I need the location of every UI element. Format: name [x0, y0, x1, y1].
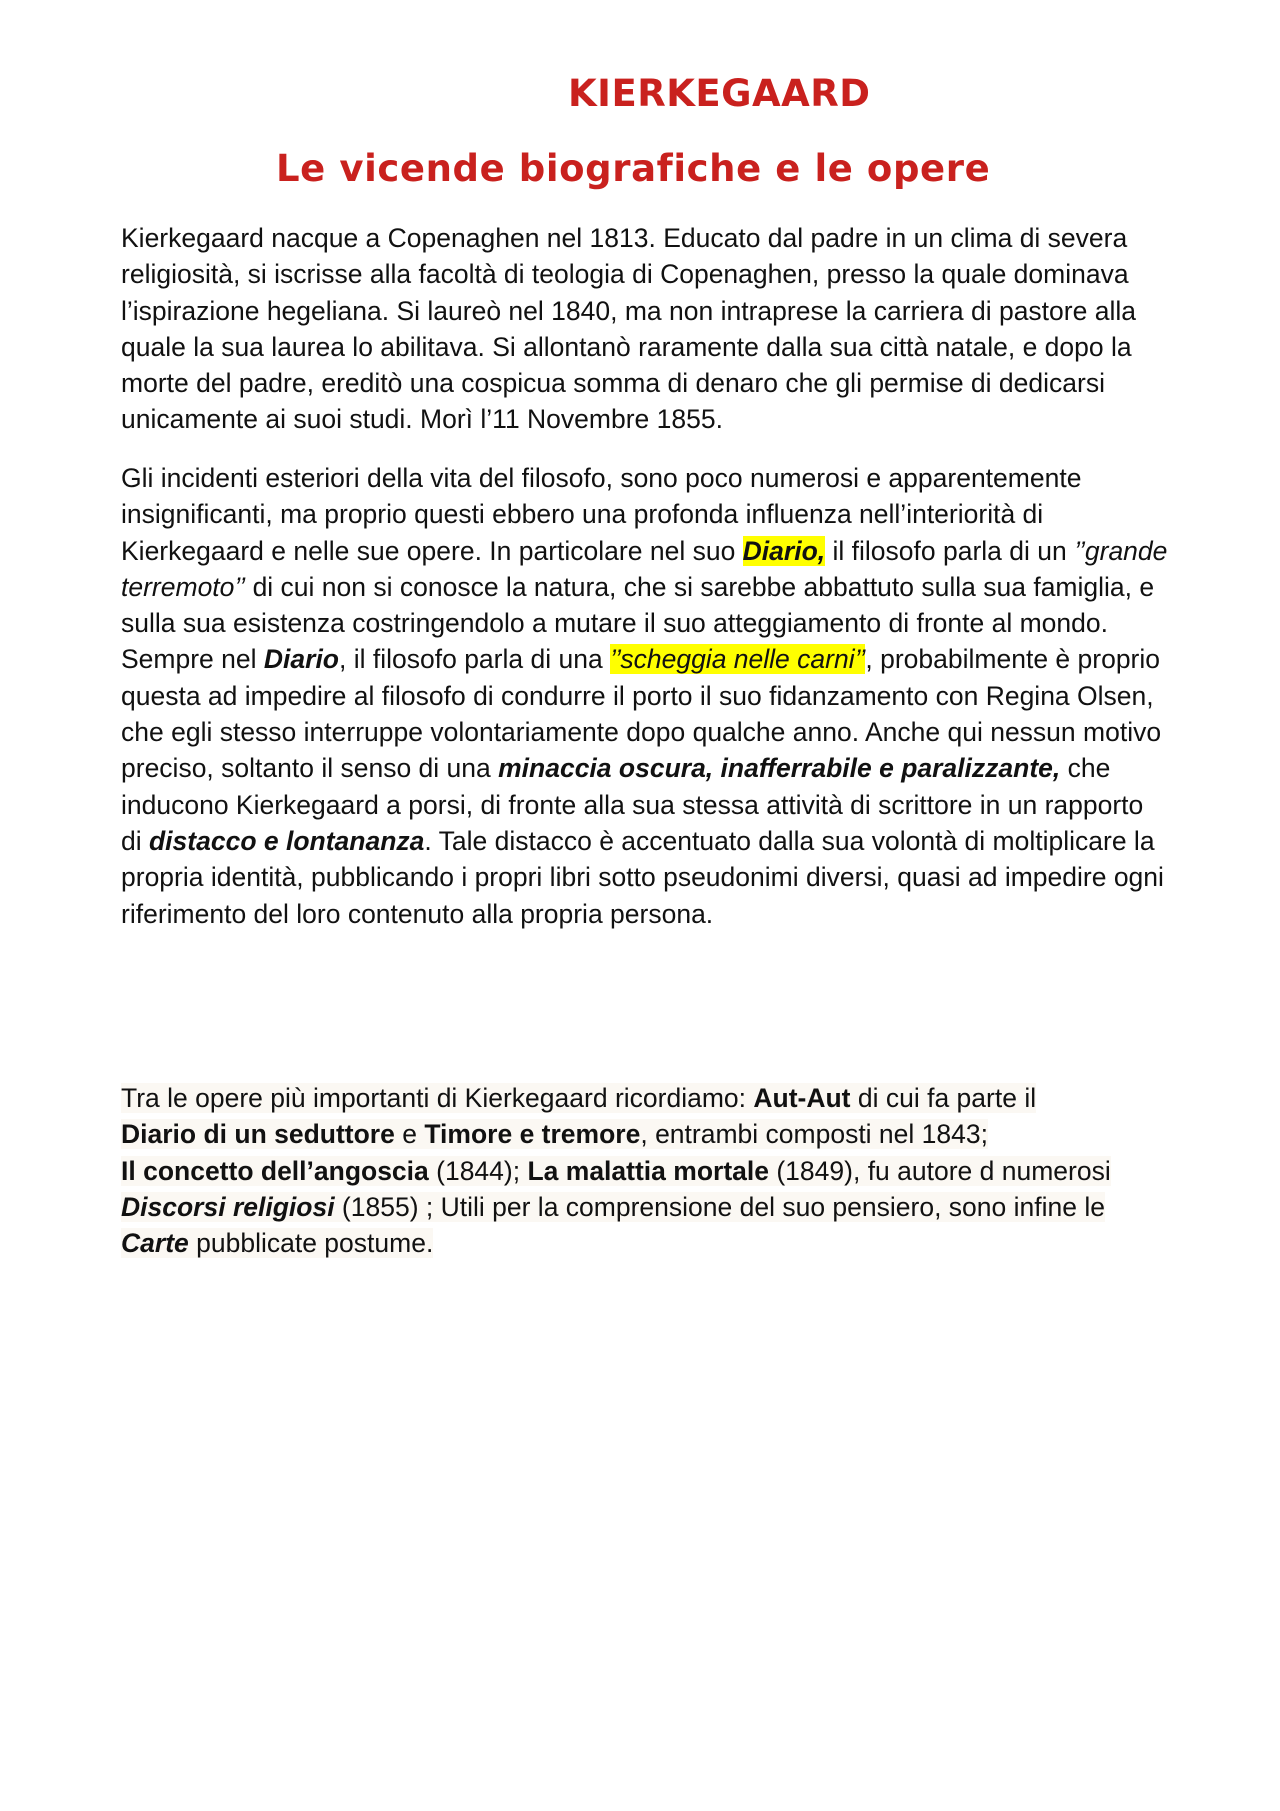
text-run: che inducono Kierkegaard a porsi, di fronte alla sua stessa attività di scrittore in un rapporto di — [121, 753, 1144, 856]
text-run: Gli incidenti esteriori della vita del filosofo, sono poco numerosi e apparentemente insignificanti, ma proprio questi ebbero una profonda influenza nell’interiorità di Kierkegaard e nelle sue opere. In particolare nel suo — [121, 463, 1082, 566]
paragraph-works — [121, 1080, 1171, 1261]
text-run: , il filosofo parla di una — [339, 644, 611, 675]
page-title: KIERKEGAARD — [568, 72, 871, 115]
text-run: . Tale distacco è accentuato dalla sua volontà di moltiplicare la propria identità, pubblicando i propri libri sotto pseudonimi diversi, quasi ad impedire ogni riferimento del loro contenuto alla propria persona. — [121, 825, 1164, 929]
text-run: e — [394, 1119, 425, 1150]
highlight-scheggia: ’’scheggia nelle carni’’ — [610, 644, 866, 675]
text-run: (1855) ; Utili per la comprensione del suo pensiero, sono infine le — [334, 1191, 1105, 1222]
work-aut-aut: Aut-Aut — [753, 1083, 851, 1113]
page-subtitle: Le vicende biografiche e le opere — [276, 147, 991, 190]
bold-diario: Diario — [263, 644, 339, 675]
text-run: pubblicate postume. — [188, 1228, 434, 1259]
highlight-diario: Diario, — [742, 535, 826, 566]
paragraph-incidents — [121, 460, 1171, 932]
bold-minaccia: minaccia oscura, inafferrabile e paralizzante, — [498, 753, 1061, 784]
text-run: , probabilmente è proprio questa ad impedire al filosofo di condurre il porto il suo fidanzamento con Regina Olsen, che egli stesso interruppe volontariamente dopo qualche anno. Anche qui nessun motivo preciso, soltanto il senso di una — [121, 644, 1162, 784]
text-run: (1844); — [428, 1155, 528, 1186]
text-run: il filosofo parla di un — [825, 535, 1075, 566]
text-run: , entrambi composti nel 1843; — [640, 1119, 988, 1150]
text-run: di cui non si conosce la natura, che si sarebbe abbattuto sulla sua famiglia, e sulla sua esistenza costringendolo a mutare il suo atteggiamento di fronte al mondo. — [121, 571, 1155, 639]
italic-terremoto: ’’grande terremoto’’ — [121, 535, 1168, 602]
bold-distacco: distacco e lontananza — [149, 825, 425, 856]
text-run: di cui fa parte il — [850, 1083, 1037, 1113]
work-diario-seduttore: Diario di un seduttore — [121, 1119, 395, 1150]
work-carte: Carte — [121, 1228, 189, 1259]
text-run: Sempre nel — [121, 644, 264, 675]
paragraph-biography: Kierkegaard nacque a Copenaghen nel 1813. Educato dal padre in un clima di severa religiosità, si iscrisse alla facoltà di teologia di Copenaghen, presso la quale dominava l’ispirazione hegeliana. Si laureò nel 1840, ma non intraprese la carriera di pastore alla quale la sua laurea lo abilitava. Si allontanò raramente dalla sua città natale, e dopo la morte del padre, ereditò una cospicua somma di denaro che gli permise di dedicarsi unicamente ai suoi studi. Morì l’11 Novembre 1855. — [121, 223, 1136, 435]
text-run: Tra le opere più importanti di Kierkegaard ricordiamo: — [121, 1083, 754, 1113]
work-timore-tremore: Timore e tremore — [424, 1119, 641, 1150]
work-concetto-angoscia: Il concetto dell’angoscia — [121, 1155, 429, 1186]
text-run: (1849), fu autore d numerosi — [769, 1155, 1111, 1186]
work-discorsi-religiosi: Discorsi religiosi — [121, 1191, 335, 1222]
work-malattia-mortale: La malattia mortale — [527, 1155, 769, 1186]
